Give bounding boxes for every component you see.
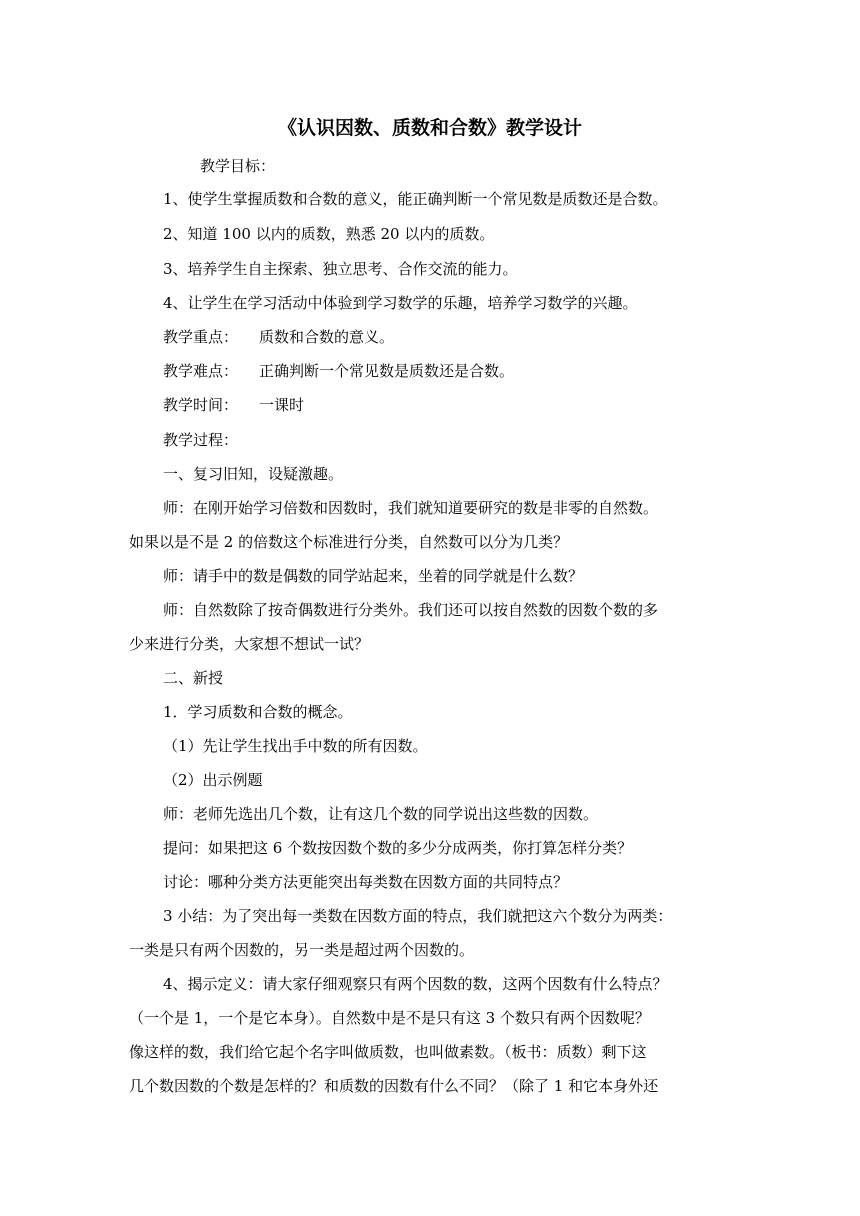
section2-heading: 二、新授 xyxy=(163,669,224,687)
key-point-label: 教学重点： xyxy=(163,328,239,346)
paragraph-line: 一类是只有两个因数的，另一类是超过两个因数的。 xyxy=(129,941,475,959)
paragraph-line: 师：自然数除了按奇偶数进行分类外。我们还可以按自然数的因数个数的多 xyxy=(163,601,659,619)
section1-heading: 一、复习旧知，设疑激趣。 xyxy=(163,465,344,483)
objective-item: 2、知道 100 以内的质数，熟悉 20 以内的质数。 xyxy=(163,225,495,243)
objective-item: 1、使学生掌握质数和合数的意义，能正确判断一个常见数是质数还是合数。 xyxy=(163,190,668,208)
paragraph-line: 师：老师先选出几个数，让有这几个数的同学说出这些数的因数。 xyxy=(163,805,599,823)
key-point-value: 质数和合数的意义。 xyxy=(259,328,395,346)
time-label: 教学时间： xyxy=(163,396,239,414)
objectives-heading: 教学目标： xyxy=(200,157,276,175)
difficulty-value: 正确判断一个常见数是质数还是合数。 xyxy=(259,362,515,380)
difficulty-row xyxy=(163,360,514,382)
process-heading: 教学过程： xyxy=(163,431,239,449)
time-value: 一课时 xyxy=(259,396,305,414)
paragraph-line: （一个是 1，一个是它本身）。自然数中是不是只有这 3 个数只有两个因数呢？ xyxy=(129,1009,650,1027)
time-row xyxy=(163,394,304,416)
step-item: （1）先让学生找出手中数的所有因数。 xyxy=(163,737,428,755)
paragraph-line: 几个数因数的个数是怎样的？和质数的因数有什么不同？（除了 1 和它本身外还 xyxy=(129,1077,659,1095)
key-point-row xyxy=(163,326,394,348)
paragraph-line: 3 小结：为了突出每一类数在因数方面的特点，我们就把这六个数分为两类： xyxy=(163,907,673,925)
paragraph-line: 师：请手中的数是偶数的同学站起来，坐着的同学就是什么数？ xyxy=(163,567,584,585)
step-item: （2）出示例题 xyxy=(163,771,263,789)
difficulty-label: 教学难点： xyxy=(163,362,239,380)
paragraph-line: 提问：如果把这 6 个数按因数个数的多少分成两类，你打算怎样分类？ xyxy=(163,839,633,857)
objective-item: 3、培养学生自主探索、独立思考、合作交流的能力。 xyxy=(163,260,518,278)
objective-item: 4、让学生在学习活动中体验到学习数学的乐趣，培养学习数学的兴趣。 xyxy=(163,294,638,312)
paragraph-line: 如果以是不是 2 的倍数这个标准进行分类，自然数可以分为几类？ xyxy=(129,533,569,551)
paragraph-line: 少来进行分类，大家想不想试一试？ xyxy=(129,635,370,653)
paragraph-line: 讨论：哪种分类方法更能突出每类数在因数方面的共同特点？ xyxy=(163,873,569,891)
document-title: 《认识因数、质数和合数》教学设计 xyxy=(277,117,582,139)
paragraph-line: 师：在刚开始学习倍数和因数时，我们就知道要研究的数是非零的自然数。 xyxy=(163,499,659,517)
paragraph-line: 4、揭示定义：请大家仔细观察只有两个因数的数，这两个因数有什么特点？ xyxy=(163,975,668,993)
paragraph-line: 像这样的数，我们给它起个名字叫做质数，也叫做素数。（板书：质数）剩下这 xyxy=(129,1043,647,1061)
sub1-heading: 1．学习质数和合数的概念。 xyxy=(163,703,353,721)
